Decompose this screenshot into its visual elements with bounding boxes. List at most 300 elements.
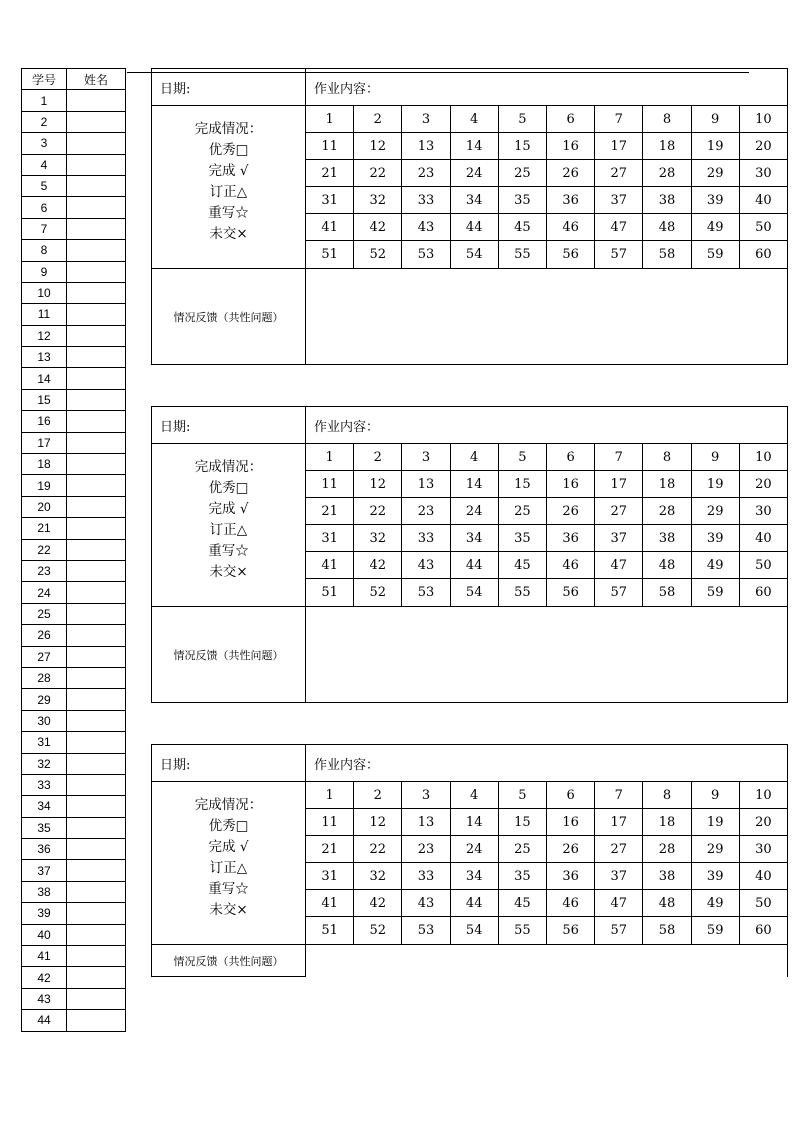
student-number-cell[interactable]: 43	[402, 890, 450, 917]
student-number-cell[interactable]: 23	[402, 836, 450, 863]
student-name-cell[interactable]	[67, 667, 126, 688]
block-status-row	[152, 782, 788, 945]
student-name-cell[interactable]	[67, 881, 126, 902]
student-number-cell[interactable]: 56	[547, 917, 595, 944]
student-number-cell[interactable]: 35	[499, 863, 547, 890]
student-number-cell[interactable]: 47	[595, 214, 643, 241]
block-feedback-row	[152, 607, 788, 703]
student-number-cell: 31	[22, 732, 67, 753]
student-number-cell[interactable]: 7	[595, 106, 643, 133]
student-number-cell[interactable]: 42	[354, 214, 402, 241]
student-number-cell[interactable]: 44	[451, 214, 499, 241]
student-number-cell[interactable]: 49	[692, 214, 740, 241]
student-number-cell[interactable]: 27	[595, 498, 643, 525]
student-number-cell[interactable]: 15	[499, 809, 547, 836]
student-number-cell[interactable]: 54	[451, 241, 499, 268]
student-name-cell[interactable]	[67, 347, 126, 368]
student-number-cell[interactable]: 42	[354, 890, 402, 917]
student-number-cell[interactable]: 36	[547, 525, 595, 552]
student-number-cell: 30	[22, 710, 67, 731]
student-number-cell: 35	[22, 817, 67, 838]
student-number-cell[interactable]: 19	[692, 133, 740, 160]
student-number-cell[interactable]: 34	[451, 863, 499, 890]
student-number-cell: 4	[22, 154, 67, 175]
student-number-cell[interactable]: 17	[595, 809, 643, 836]
student-number-cell[interactable]: 60	[740, 241, 788, 268]
student-number-cell: 24	[22, 582, 67, 603]
student-number-cell[interactable]: 24	[451, 160, 499, 187]
student-number-cell[interactable]: 30	[740, 498, 788, 525]
student-number-cell[interactable]: 39	[692, 863, 740, 890]
student-number-cell[interactable]: 29	[692, 836, 740, 863]
homework-content-field[interactable]: 作业内容：	[306, 69, 788, 105]
student-number-cell[interactable]: 59	[692, 917, 740, 944]
student-number-cell[interactable]: 40	[740, 187, 788, 214]
student-name-cell[interactable]	[67, 796, 126, 817]
student-number-cell[interactable]: 32	[354, 525, 402, 552]
roster-row	[22, 753, 126, 774]
student-number-cell[interactable]: 9	[692, 106, 740, 133]
student-number-cell[interactable]: 42	[354, 552, 402, 579]
student-number-cell[interactable]: 22	[354, 160, 402, 187]
student-number-cell[interactable]: 20	[740, 809, 788, 836]
student-number-cell[interactable]: 5	[499, 106, 547, 133]
student-number-cell[interactable]: 52	[354, 579, 402, 606]
date-field[interactable]: 日期:	[152, 69, 306, 105]
student-number-cell[interactable]: 50	[740, 890, 788, 917]
student-number-cell[interactable]: 8	[643, 782, 691, 809]
student-number-cell[interactable]: 45	[499, 552, 547, 579]
student-number-cell[interactable]: 16	[547, 471, 595, 498]
student-number-cell[interactable]: 41	[306, 214, 354, 241]
student-number-cell[interactable]: 7	[595, 444, 643, 471]
roster-row	[22, 560, 126, 581]
roster-row	[22, 454, 126, 475]
student-number-cell: 44	[22, 1010, 67, 1031]
block-feedback-row	[152, 269, 788, 365]
roster-row	[22, 304, 126, 325]
student-number-cell[interactable]: 54	[451, 917, 499, 944]
student-number-cell[interactable]: 12	[354, 809, 402, 836]
student-number-cell[interactable]: 36	[547, 863, 595, 890]
student-number-cell: 40	[22, 924, 67, 945]
block-status-row	[152, 444, 788, 607]
student-number-cell[interactable]: 1	[306, 782, 354, 809]
student-number-cell[interactable]: 11	[306, 809, 354, 836]
student-number-cell[interactable]: 12	[354, 471, 402, 498]
student-number-cell[interactable]: 53	[402, 241, 450, 268]
status-legend-item: 重写☆	[208, 543, 249, 559]
student-number-cell[interactable]: 31	[306, 525, 354, 552]
student-number-cell[interactable]: 58	[643, 917, 691, 944]
status-legend-item: 订正△	[209, 860, 248, 876]
student-number-cell[interactable]: 49	[692, 890, 740, 917]
student-name-cell[interactable]	[67, 732, 126, 753]
roster-row	[22, 946, 126, 967]
feedback-input-area[interactable]	[306, 607, 788, 702]
student-number-cell: 3	[22, 133, 67, 154]
student-number-cell[interactable]: 44	[451, 552, 499, 579]
student-number-cell[interactable]: 21	[306, 160, 354, 187]
homework-content-field[interactable]: 作业内容：	[306, 745, 788, 781]
student-number-cell[interactable]: 40	[740, 525, 788, 552]
student-number-cell[interactable]: 21	[306, 498, 354, 525]
block-header-row	[152, 69, 788, 106]
student-number-cell[interactable]: 2	[354, 782, 402, 809]
roster-row	[22, 796, 126, 817]
student-number-cell[interactable]: 55	[499, 917, 547, 944]
student-name-cell[interactable]	[67, 154, 126, 175]
student-number-cell[interactable]: 8	[643, 444, 691, 471]
student-number-cell[interactable]: 45	[499, 890, 547, 917]
student-number-cell[interactable]: 49	[692, 552, 740, 579]
student-name-cell[interactable]	[67, 518, 126, 539]
date-field[interactable]: 日期:	[152, 407, 306, 443]
student-number-cell[interactable]: 27	[595, 160, 643, 187]
student-number-cell[interactable]: 24	[451, 498, 499, 525]
student-number-cell[interactable]: 28	[643, 836, 691, 863]
student-number-cell[interactable]: 8	[643, 106, 691, 133]
student-number-cell[interactable]: 30	[740, 160, 788, 187]
student-name-cell[interactable]	[67, 240, 126, 261]
student-number-cell[interactable]: 57	[595, 579, 643, 606]
student-number-cell[interactable]: 6	[547, 782, 595, 809]
status-legend-item: 重写☆	[208, 881, 249, 897]
student-name-cell[interactable]	[67, 903, 126, 924]
student-number-cell[interactable]: 10	[740, 444, 788, 471]
student-number-cell[interactable]: 34	[451, 525, 499, 552]
student-number-cell[interactable]: 51	[306, 241, 354, 268]
student-number-cell[interactable]: 35	[499, 187, 547, 214]
student-number-cell[interactable]: 60	[740, 579, 788, 606]
student-number-cell[interactable]: 59	[692, 579, 740, 606]
student-number-cell[interactable]: 57	[595, 917, 643, 944]
student-number-cell[interactable]: 28	[643, 498, 691, 525]
student-number-cell[interactable]: 56	[547, 579, 595, 606]
student-number-cell: 33	[22, 774, 67, 795]
student-name-cell[interactable]	[67, 753, 126, 774]
student-number-cell[interactable]: 25	[499, 498, 547, 525]
student-number-cell[interactable]: 32	[354, 187, 402, 214]
student-number-cell[interactable]: 26	[547, 836, 595, 863]
student-number-cell[interactable]: 44	[451, 890, 499, 917]
student-number-cell[interactable]: 50	[740, 552, 788, 579]
student-number-cell[interactable]: 4	[451, 444, 499, 471]
student-name-cell[interactable]	[67, 625, 126, 646]
roster-row	[22, 325, 126, 346]
student-number-cell[interactable]: 17	[595, 471, 643, 498]
student-name-cell[interactable]	[67, 218, 126, 239]
student-number-cell[interactable]: 56	[547, 241, 595, 268]
student-number-cell[interactable]: 39	[692, 187, 740, 214]
student-number-cell[interactable]: 37	[595, 525, 643, 552]
student-number-cell[interactable]: 22	[354, 836, 402, 863]
student-number-cell[interactable]: 43	[402, 214, 450, 241]
student-number-cell: 39	[22, 903, 67, 924]
student-number-cell[interactable]: 33	[402, 187, 450, 214]
student-number-cell[interactable]: 27	[595, 836, 643, 863]
student-name-cell[interactable]	[67, 603, 126, 624]
status-legend-item: 重写☆	[208, 205, 249, 221]
student-number-cell: 14	[22, 368, 67, 389]
student-number-cell: 11	[22, 304, 67, 325]
homework-content-field[interactable]: 作业内容：	[306, 407, 788, 443]
student-number-cell[interactable]: 39	[692, 525, 740, 552]
student-number-cell[interactable]: 23	[402, 160, 450, 187]
student-number-cell[interactable]: 11	[306, 133, 354, 160]
feedback-label: 情况反馈（共性问题）	[152, 945, 306, 977]
student-number-cell[interactable]: 3	[402, 782, 450, 809]
student-name-cell[interactable]	[67, 475, 126, 496]
student-name-cell[interactable]	[67, 988, 126, 1009]
student-name-cell[interactable]	[67, 860, 126, 881]
student-number-cell: 34	[22, 796, 67, 817]
student-number-cell[interactable]: 29	[692, 160, 740, 187]
student-number-cell[interactable]: 23	[402, 498, 450, 525]
student-number-cell[interactable]: 32	[354, 863, 402, 890]
student-number-cell[interactable]: 19	[692, 471, 740, 498]
feedback-input-area[interactable]	[306, 945, 788, 977]
student-number-cell[interactable]: 48	[643, 214, 691, 241]
student-number-cell: 32	[22, 753, 67, 774]
student-number-cell[interactable]: 10	[740, 782, 788, 809]
student-number-cell: 43	[22, 988, 67, 1009]
student-number-cell[interactable]: 28	[643, 160, 691, 187]
student-number-cell[interactable]: 26	[547, 498, 595, 525]
student-number-cell[interactable]: 34	[451, 187, 499, 214]
student-number-cell[interactable]: 5	[499, 782, 547, 809]
student-number-cell: 7	[22, 218, 67, 239]
student-number-cell[interactable]: 41	[306, 890, 354, 917]
student-number-cell[interactable]: 2	[354, 106, 402, 133]
roster-row	[22, 967, 126, 988]
student-number-cell[interactable]: 59	[692, 241, 740, 268]
roster-row	[22, 261, 126, 282]
student-number-cell[interactable]: 6	[547, 444, 595, 471]
student-number-cell[interactable]: 13	[402, 471, 450, 498]
student-name-cell[interactable]	[67, 368, 126, 389]
student-number-cell[interactable]: 36	[547, 187, 595, 214]
student-number-cell[interactable]: 15	[499, 471, 547, 498]
student-number-cell[interactable]: 53	[402, 579, 450, 606]
student-number-cell[interactable]: 18	[643, 471, 691, 498]
student-number-cell[interactable]: 31	[306, 863, 354, 890]
student-number-cell[interactable]: 57	[595, 241, 643, 268]
student-name-cell[interactable]	[67, 817, 126, 838]
student-name-cell[interactable]	[67, 261, 126, 282]
homework-record-block-3	[151, 744, 788, 977]
roster-row	[22, 646, 126, 667]
student-name-cell[interactable]	[67, 90, 126, 111]
student-number-cell[interactable]: 40	[740, 863, 788, 890]
student-name-cell[interactable]	[67, 133, 126, 154]
roster-row	[22, 240, 126, 261]
roster-row	[22, 282, 126, 303]
student-number-cell[interactable]: 46	[547, 214, 595, 241]
student-number-cell[interactable]: 10	[740, 106, 788, 133]
roster-row	[22, 518, 126, 539]
student-number-cell[interactable]: 4	[451, 106, 499, 133]
date-field[interactable]: 日期:	[152, 745, 306, 781]
student-number-cell[interactable]: 6	[547, 106, 595, 133]
student-name-cell[interactable]	[67, 175, 126, 196]
student-name-cell[interactable]	[67, 1010, 126, 1031]
roster-row	[22, 197, 126, 218]
block-header-row	[152, 407, 788, 444]
student-number-cell[interactable]: 29	[692, 498, 740, 525]
student-number-cell[interactable]: 12	[354, 133, 402, 160]
student-name-cell[interactable]	[67, 582, 126, 603]
student-number-cell[interactable]: 13	[402, 133, 450, 160]
student-name-cell[interactable]	[67, 197, 126, 218]
student-name-cell[interactable]	[67, 496, 126, 517]
student-number-cell[interactable]: 55	[499, 241, 547, 268]
roster-row	[22, 368, 126, 389]
student-number-cell[interactable]: 41	[306, 552, 354, 579]
student-number-grid	[306, 106, 788, 268]
feedback-label: 情况反馈（共性问题）	[152, 607, 306, 702]
student-number-cell[interactable]: 9	[692, 444, 740, 471]
roster-row	[22, 90, 126, 111]
student-number-cell: 36	[22, 839, 67, 860]
roster-row	[22, 411, 126, 432]
student-number-cell[interactable]: 2	[354, 444, 402, 471]
student-number-cell[interactable]: 25	[499, 836, 547, 863]
student-number-cell: 5	[22, 175, 67, 196]
student-name-cell[interactable]	[67, 282, 126, 303]
student-number-cell[interactable]: 47	[595, 890, 643, 917]
student-name-cell[interactable]	[67, 411, 126, 432]
student-name-header: 姓名	[67, 69, 126, 90]
student-number-cell[interactable]: 52	[354, 917, 402, 944]
student-number-cell[interactable]: 35	[499, 525, 547, 552]
student-number-cell[interactable]: 17	[595, 133, 643, 160]
student-number-cell[interactable]: 31	[306, 187, 354, 214]
student-name-cell[interactable]	[67, 946, 126, 967]
status-legend-item: 未交×	[209, 226, 248, 242]
student-number-cell[interactable]: 48	[643, 890, 691, 917]
student-number-cell[interactable]: 5	[499, 444, 547, 471]
student-number-cell[interactable]: 18	[643, 809, 691, 836]
student-name-cell[interactable]	[67, 774, 126, 795]
student-number-cell[interactable]: 25	[499, 160, 547, 187]
student-number-cell[interactable]: 14	[451, 809, 499, 836]
student-number-cell[interactable]: 1	[306, 106, 354, 133]
student-number-cell[interactable]: 24	[451, 836, 499, 863]
student-number-cell: 18	[22, 454, 67, 475]
student-number-cell[interactable]: 51	[306, 917, 354, 944]
student-number-cell[interactable]: 60	[740, 917, 788, 944]
student-number-cell[interactable]: 52	[354, 241, 402, 268]
student-number-cell[interactable]: 11	[306, 471, 354, 498]
student-number-cell[interactable]: 4	[451, 782, 499, 809]
student-number-cell[interactable]: 19	[692, 809, 740, 836]
roster-row	[22, 389, 126, 410]
student-number-cell: 25	[22, 603, 67, 624]
homework-record-block-1	[151, 68, 788, 365]
student-number-cell[interactable]: 7	[595, 782, 643, 809]
roster-row	[22, 582, 126, 603]
completion-legend	[152, 444, 306, 606]
student-name-cell[interactable]	[67, 646, 126, 667]
student-number-cell: 21	[22, 518, 67, 539]
student-name-cell[interactable]	[67, 454, 126, 475]
student-name-cell[interactable]	[67, 325, 126, 346]
student-number-cell[interactable]: 51	[306, 579, 354, 606]
student-number-cell[interactable]: 9	[692, 782, 740, 809]
student-number-cell[interactable]: 3	[402, 106, 450, 133]
student-name-cell[interactable]	[67, 839, 126, 860]
student-number-cell[interactable]: 37	[595, 863, 643, 890]
completion-status-heading: 完成情况：	[194, 797, 263, 813]
student-name-cell[interactable]	[67, 304, 126, 325]
student-number-cell[interactable]: 43	[402, 552, 450, 579]
student-number-cell[interactable]: 45	[499, 214, 547, 241]
student-number-cell[interactable]: 16	[547, 809, 595, 836]
student-number-cell[interactable]: 47	[595, 552, 643, 579]
student-number-cell[interactable]: 20	[740, 133, 788, 160]
student-number-cell[interactable]: 18	[643, 133, 691, 160]
student-number-cell[interactable]: 37	[595, 187, 643, 214]
student-number-cell[interactable]: 50	[740, 214, 788, 241]
student-name-cell[interactable]	[67, 389, 126, 410]
student-number-cell[interactable]: 16	[547, 133, 595, 160]
student-name-cell[interactable]	[67, 967, 126, 988]
student-number-cell[interactable]: 54	[451, 579, 499, 606]
student-number-cell: 2	[22, 111, 67, 132]
student-number-cell[interactable]: 30	[740, 836, 788, 863]
student-number-cell[interactable]: 26	[547, 160, 595, 187]
student-number-cell[interactable]: 3	[402, 444, 450, 471]
student-number-cell[interactable]: 46	[547, 890, 595, 917]
student-number-cell[interactable]: 58	[643, 241, 691, 268]
student-number-cell: 28	[22, 667, 67, 688]
student-number-cell[interactable]: 1	[306, 444, 354, 471]
student-number-cell[interactable]: 55	[499, 579, 547, 606]
student-number-cell: 23	[22, 560, 67, 581]
student-number-cell[interactable]: 21	[306, 836, 354, 863]
student-number-cell[interactable]: 48	[643, 552, 691, 579]
student-number-cell: 1	[22, 90, 67, 111]
student-name-cell[interactable]	[67, 924, 126, 945]
student-name-cell[interactable]	[67, 560, 126, 581]
student-number-cell[interactable]: 20	[740, 471, 788, 498]
student-name-cell[interactable]	[67, 111, 126, 132]
student-number-cell[interactable]: 38	[643, 187, 691, 214]
student-number-cell[interactable]: 13	[402, 809, 450, 836]
student-number-cell[interactable]: 33	[402, 525, 450, 552]
roster-row	[22, 732, 126, 753]
student-number-cell[interactable]: 14	[451, 133, 499, 160]
student-number-cell[interactable]: 46	[547, 552, 595, 579]
student-number-cell[interactable]: 53	[402, 917, 450, 944]
student-name-cell[interactable]	[67, 689, 126, 710]
roster-row	[22, 881, 126, 902]
student-number-cell[interactable]: 33	[402, 863, 450, 890]
student-number-cell[interactable]: 38	[643, 863, 691, 890]
student-number-cell[interactable]: 58	[643, 579, 691, 606]
student-number-cell[interactable]: 22	[354, 498, 402, 525]
student-name-cell[interactable]	[67, 432, 126, 453]
student-name-cell[interactable]	[67, 710, 126, 731]
student-number-cell[interactable]: 15	[499, 133, 547, 160]
student-name-cell[interactable]	[67, 539, 126, 560]
student-number-cell[interactable]: 38	[643, 525, 691, 552]
student-number-cell[interactable]: 14	[451, 471, 499, 498]
roster-row	[22, 860, 126, 881]
roster-row	[22, 111, 126, 132]
feedback-input-area[interactable]	[306, 269, 788, 364]
